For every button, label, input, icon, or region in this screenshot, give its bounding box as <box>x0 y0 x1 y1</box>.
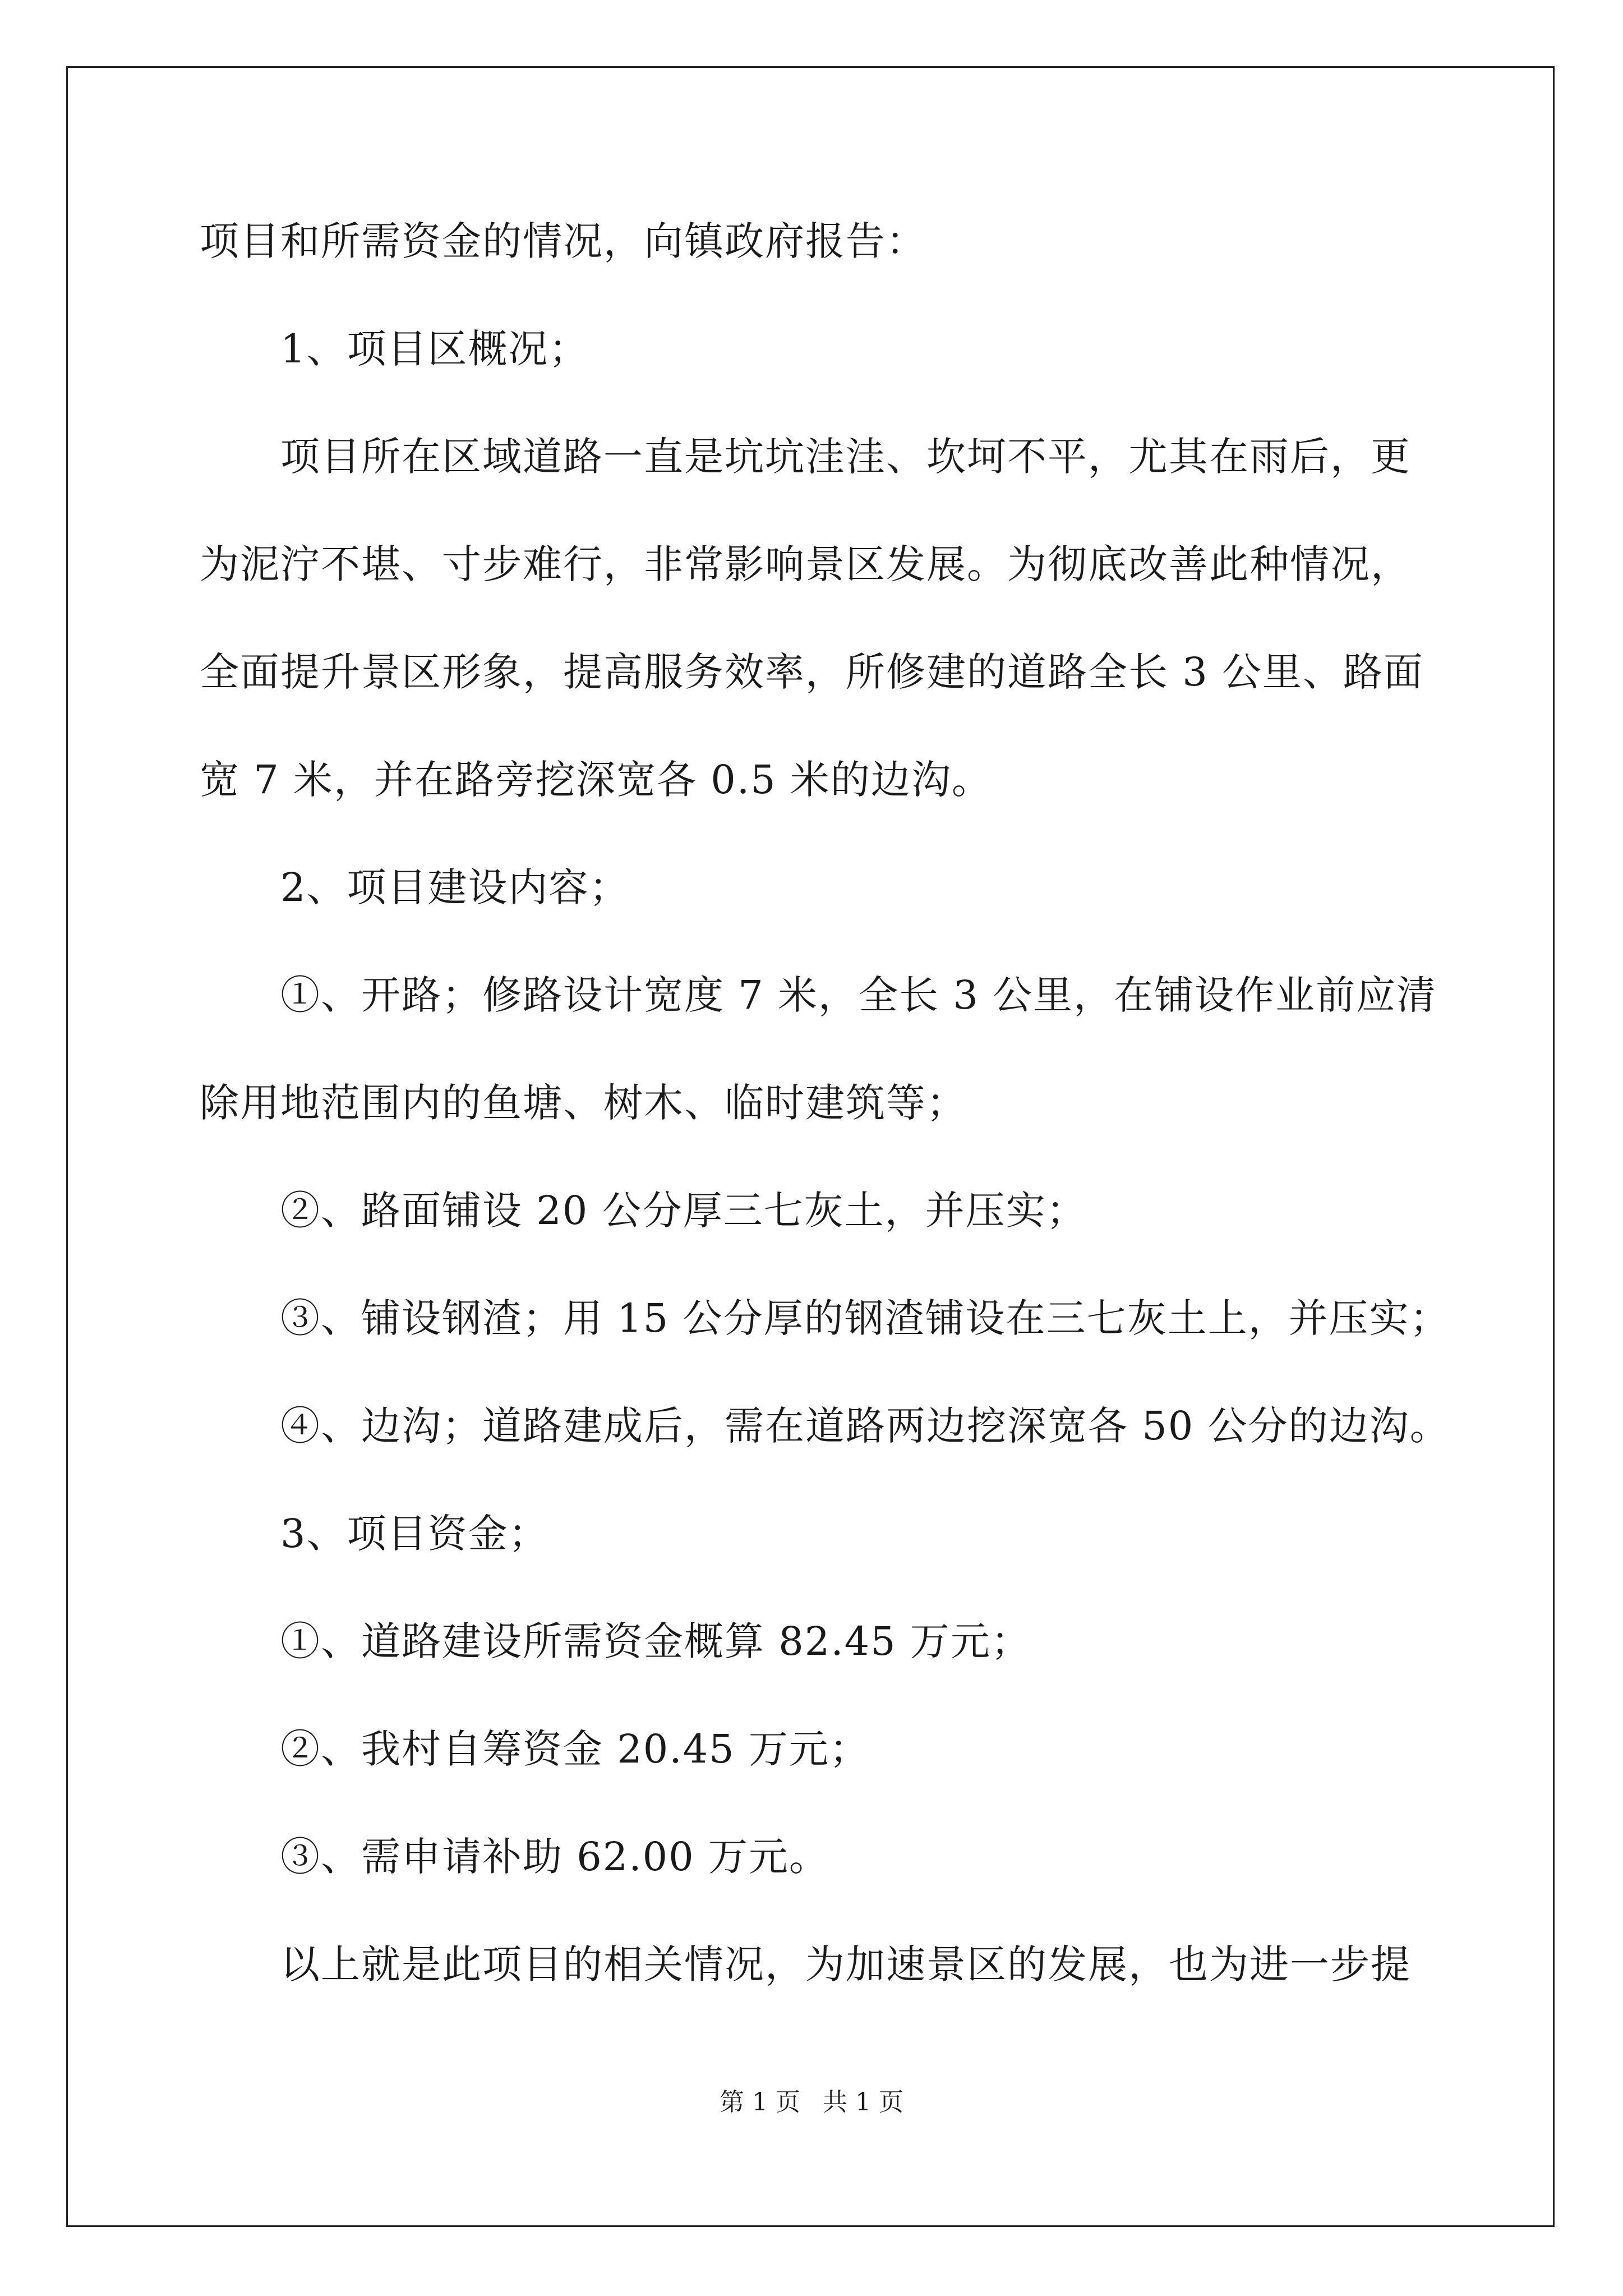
paragraph-line-3: 项目所在区域道路一直是坑坑洼洼、坎坷不平，尤其在雨后，更 <box>280 434 1411 480</box>
section-heading-construction: 2、项目建设内容； <box>280 864 630 910</box>
paragraph-line-1: 项目和所需资金的情况，向镇政府报告： <box>200 218 926 264</box>
paragraph-line-11: ③、铺设钢渣；用 15 公分厚的钢渣铺设在三七灰土上，并压实； <box>280 1295 1450 1341</box>
paragraph-line-6: 宽 7 米，并在路旁挖深宽各 0.5 米的边沟。 <box>200 757 992 803</box>
paragraph-line-12: ④、边沟；道路建成后，需在道路两边挖深宽各 50 公分的边沟。 <box>280 1403 1450 1449</box>
paragraph-line-16: ③、需申请补助 62.00 万元。 <box>280 1834 829 1880</box>
page-number-total: 共 1 页 <box>823 2088 903 2116</box>
paragraph-line-9: 除用地范围内的鱼塘、树木、临时建筑等； <box>200 1080 967 1126</box>
paragraph-line-15: ②、我村自筹资金 20.45 万元； <box>280 1726 870 1772</box>
paragraph-line-10: ②、路面铺设 20 公分厚三七灰土，并压实； <box>280 1188 1087 1234</box>
paragraph-line-4: 为泥泞不堪、寸步难行，非常影响景区发展。为彻底改善此种情况， <box>200 541 1411 587</box>
paragraph-line-17: 以上就是此项目的相关情况，为加速景区的发展，也为进一步提 <box>280 1941 1411 1987</box>
paragraph-line-8: ①、开路；修路设计宽度 7 米，全长 3 公里，在铺设作业前应清 <box>280 972 1437 1018</box>
page-number-current: 第 1 页 <box>720 2088 800 2116</box>
page-footer <box>0 2086 1623 2119</box>
section-heading-funding: 3、项目资金； <box>280 1511 549 1557</box>
document-body <box>200 213 1450 1993</box>
section-heading-overview: 1、项目区概况； <box>280 326 589 372</box>
paragraph-line-14: ①、道路建设所需资金概算 82.45 万元； <box>280 1618 1031 1664</box>
paragraph-line-5: 全面提升景区形象，提高服务效率，所修建的道路全长 3 公里、路面 <box>200 649 1424 695</box>
